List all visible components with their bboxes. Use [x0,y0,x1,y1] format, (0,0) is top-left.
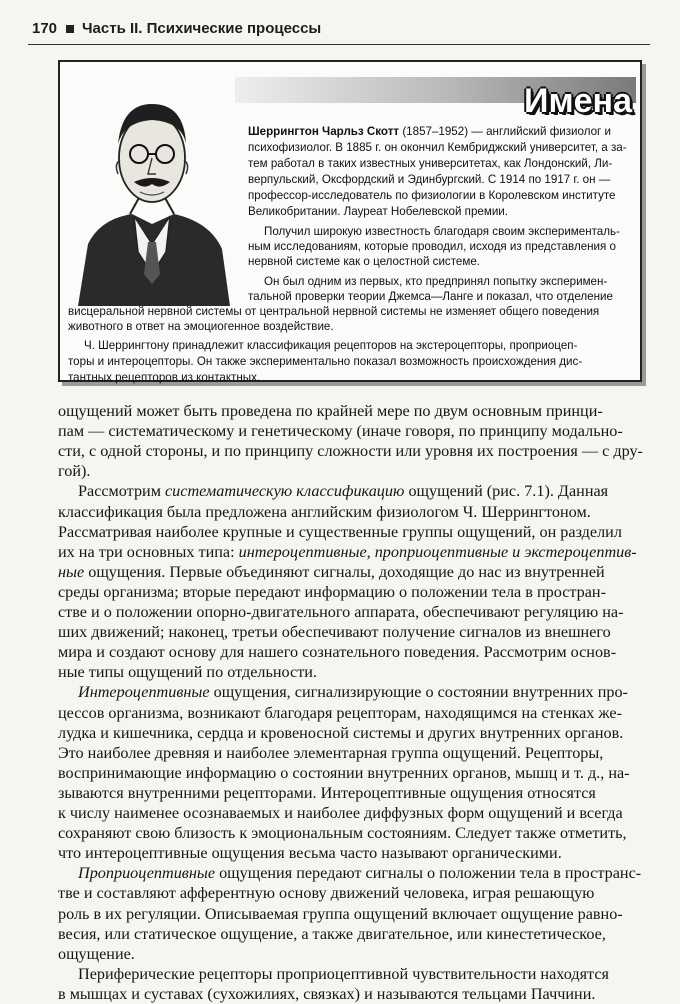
text-line: Интероцептивные ощущения, сигнализирующие о состоянии внутренних про- [78,683,628,702]
names-label: Имена [524,82,632,120]
section-title: Часть II. Психические процессы [82,20,322,37]
text-line: ощущение. [58,944,135,963]
text-line: ших движений; наконец, третьи обеспечивают получение сигналов из внешнего [58,623,611,642]
text-line: пам — систематическому и генетическому (иначе говоря, по принципу модально- [58,422,623,441]
text-line: воспринимающие информацию о состоянии внутренних органов, мышц и т. д., на- [58,763,630,782]
emphasis: Проприоцептивные [78,864,216,883]
text-line: тве и составляют афферентную основу движений человека, играя решающую [58,884,595,903]
bio-line: торы и интероцепторы. Он также экспериментально показал возможность происхождения дис- [68,355,583,368]
text-line: весия, или статическое ощущение, а также двигательное, или кинестетическое, [58,924,606,943]
bio-line: тем работал в таких известных университетах, как Лондонский, Ли- [248,157,613,170]
bio-line: профессор-исследователь по физиологии в Королевском институте [248,189,616,202]
emphasis: ные [58,562,85,581]
bio-line: тальной проверки теории Джемса—Ланге и показал, что отделение [248,290,613,303]
text-line: Проприоцептивные ощущения передают сигналы о положении тела в пространс- [78,864,642,883]
bio-line: Шеррингтон Чарльз Скотт (1857–1952) — английский физиолог и [248,125,611,138]
text-line: зываются внутренними рецепторами. Интероцептивные ощущения относятся [58,783,596,802]
text-line: ные ощущения. Первые объединяют сигналы, доходящие до нас из внутренней [58,562,605,581]
bio-line: Он был одним из первых, кто предпринял попытку эксперимен- [264,275,608,288]
text-line: лудка и кишечника, сердца и кровеносной системы и других внутренних органов. [58,723,624,742]
text-line: сти, с одной стороны, и по принципу сложности или уровня их построения — с дру- [58,442,643,461]
text-line: роль в их регуляции. Описываемая группа ощущений включает ощущение равно- [58,904,623,923]
emphasis: систематическую классификацию [165,482,405,501]
text-line: среды организма; вторые передают информацию о положении тела в простран- [58,582,606,601]
bio-line: верпульский, Оксфордский и Эдинбургский. С 1914 по 1917 г. он — [248,173,611,186]
text-line: их на три основных типа: интероцептивные, проприоцептивные и экстероцептив- [58,542,637,561]
bio-line: животного в ответ на эмоциогенное воздействие. [68,320,334,333]
text-line: Рассматривая наиболее крупные и существенные группы ощущений, он разделил [58,522,622,541]
page-number: 170 [32,20,58,37]
text-line: Это наиболее древняя и наиболее элементарная группа ощущений. Рецепторы, [58,743,604,762]
bio-line: нервной системе как о целостной системе. [248,255,480,268]
bio-line: висцеральной нервной системы от центральной нервной системы не изменяет общего поведения [68,305,600,318]
text-line: сохраняют свою близость к эмоциональным состояниям. Следует также отметить, [58,824,627,843]
bio-line: тантных рецепторов из контактных. [68,371,261,384]
emphasis: интероцептивные, проприоцептивные и экстероцептив- [238,542,637,561]
text-line: Периферические рецепторы проприоцептивной чувствительности находятся [78,964,609,983]
text-line: ные типы ощущений по отдельности. [58,663,317,682]
bio-name: Шеррингтон Чарльз Скотт [248,125,400,138]
text-line: к числу наименее осознаваемых и наиболее диффузных форм ощущений и всегда [58,804,623,822]
bio-line: Великобритании. Лауреат Нобелевской премии. [248,205,508,218]
bio-line: ным исследованиям, которые проводил, исходя из представления о [248,240,616,253]
text-line: в мышцах и суставах (сухожилиях, связках) и называются тельцами Паччини. [58,984,596,1003]
text-line: мира и создают основу для нашего сознательного поведения. Рассмотрим основ- [58,643,617,662]
emphasis: Интероцептивные [78,683,210,702]
text-line: что интероцептивные ощущения весьма часто называют органическими. [58,844,562,863]
text-line: гой). [58,462,91,481]
text-line: классификация была предложена английским физиологом Ч. Шеррингтоном. [58,502,591,521]
text-line: стве и о положении опорно-двигательного аппарата, обеспечивают регуляцию на- [58,603,624,621]
bio-line: Ч. Шеррингтону принадлежит классификация рецепторов на экстероцепторы, проприоцеп- [84,339,578,352]
bio-line: Получил широкую известность благодаря своим эксперименталь- [264,225,620,238]
text-line: ощущений может быть проведена по крайней мере по двум основным принци- [58,402,603,420]
text-line: цессов организма, возникают благодаря рецепторам, находящимся на стенках же- [58,703,622,722]
bio-line: психофизиолог. В 1885 г. он окончил Кембриджский университет, а за- [248,141,627,154]
text-line: Рассмотрим систематическую классификацию ощущений (рис. 7.1). Данная [78,482,609,501]
